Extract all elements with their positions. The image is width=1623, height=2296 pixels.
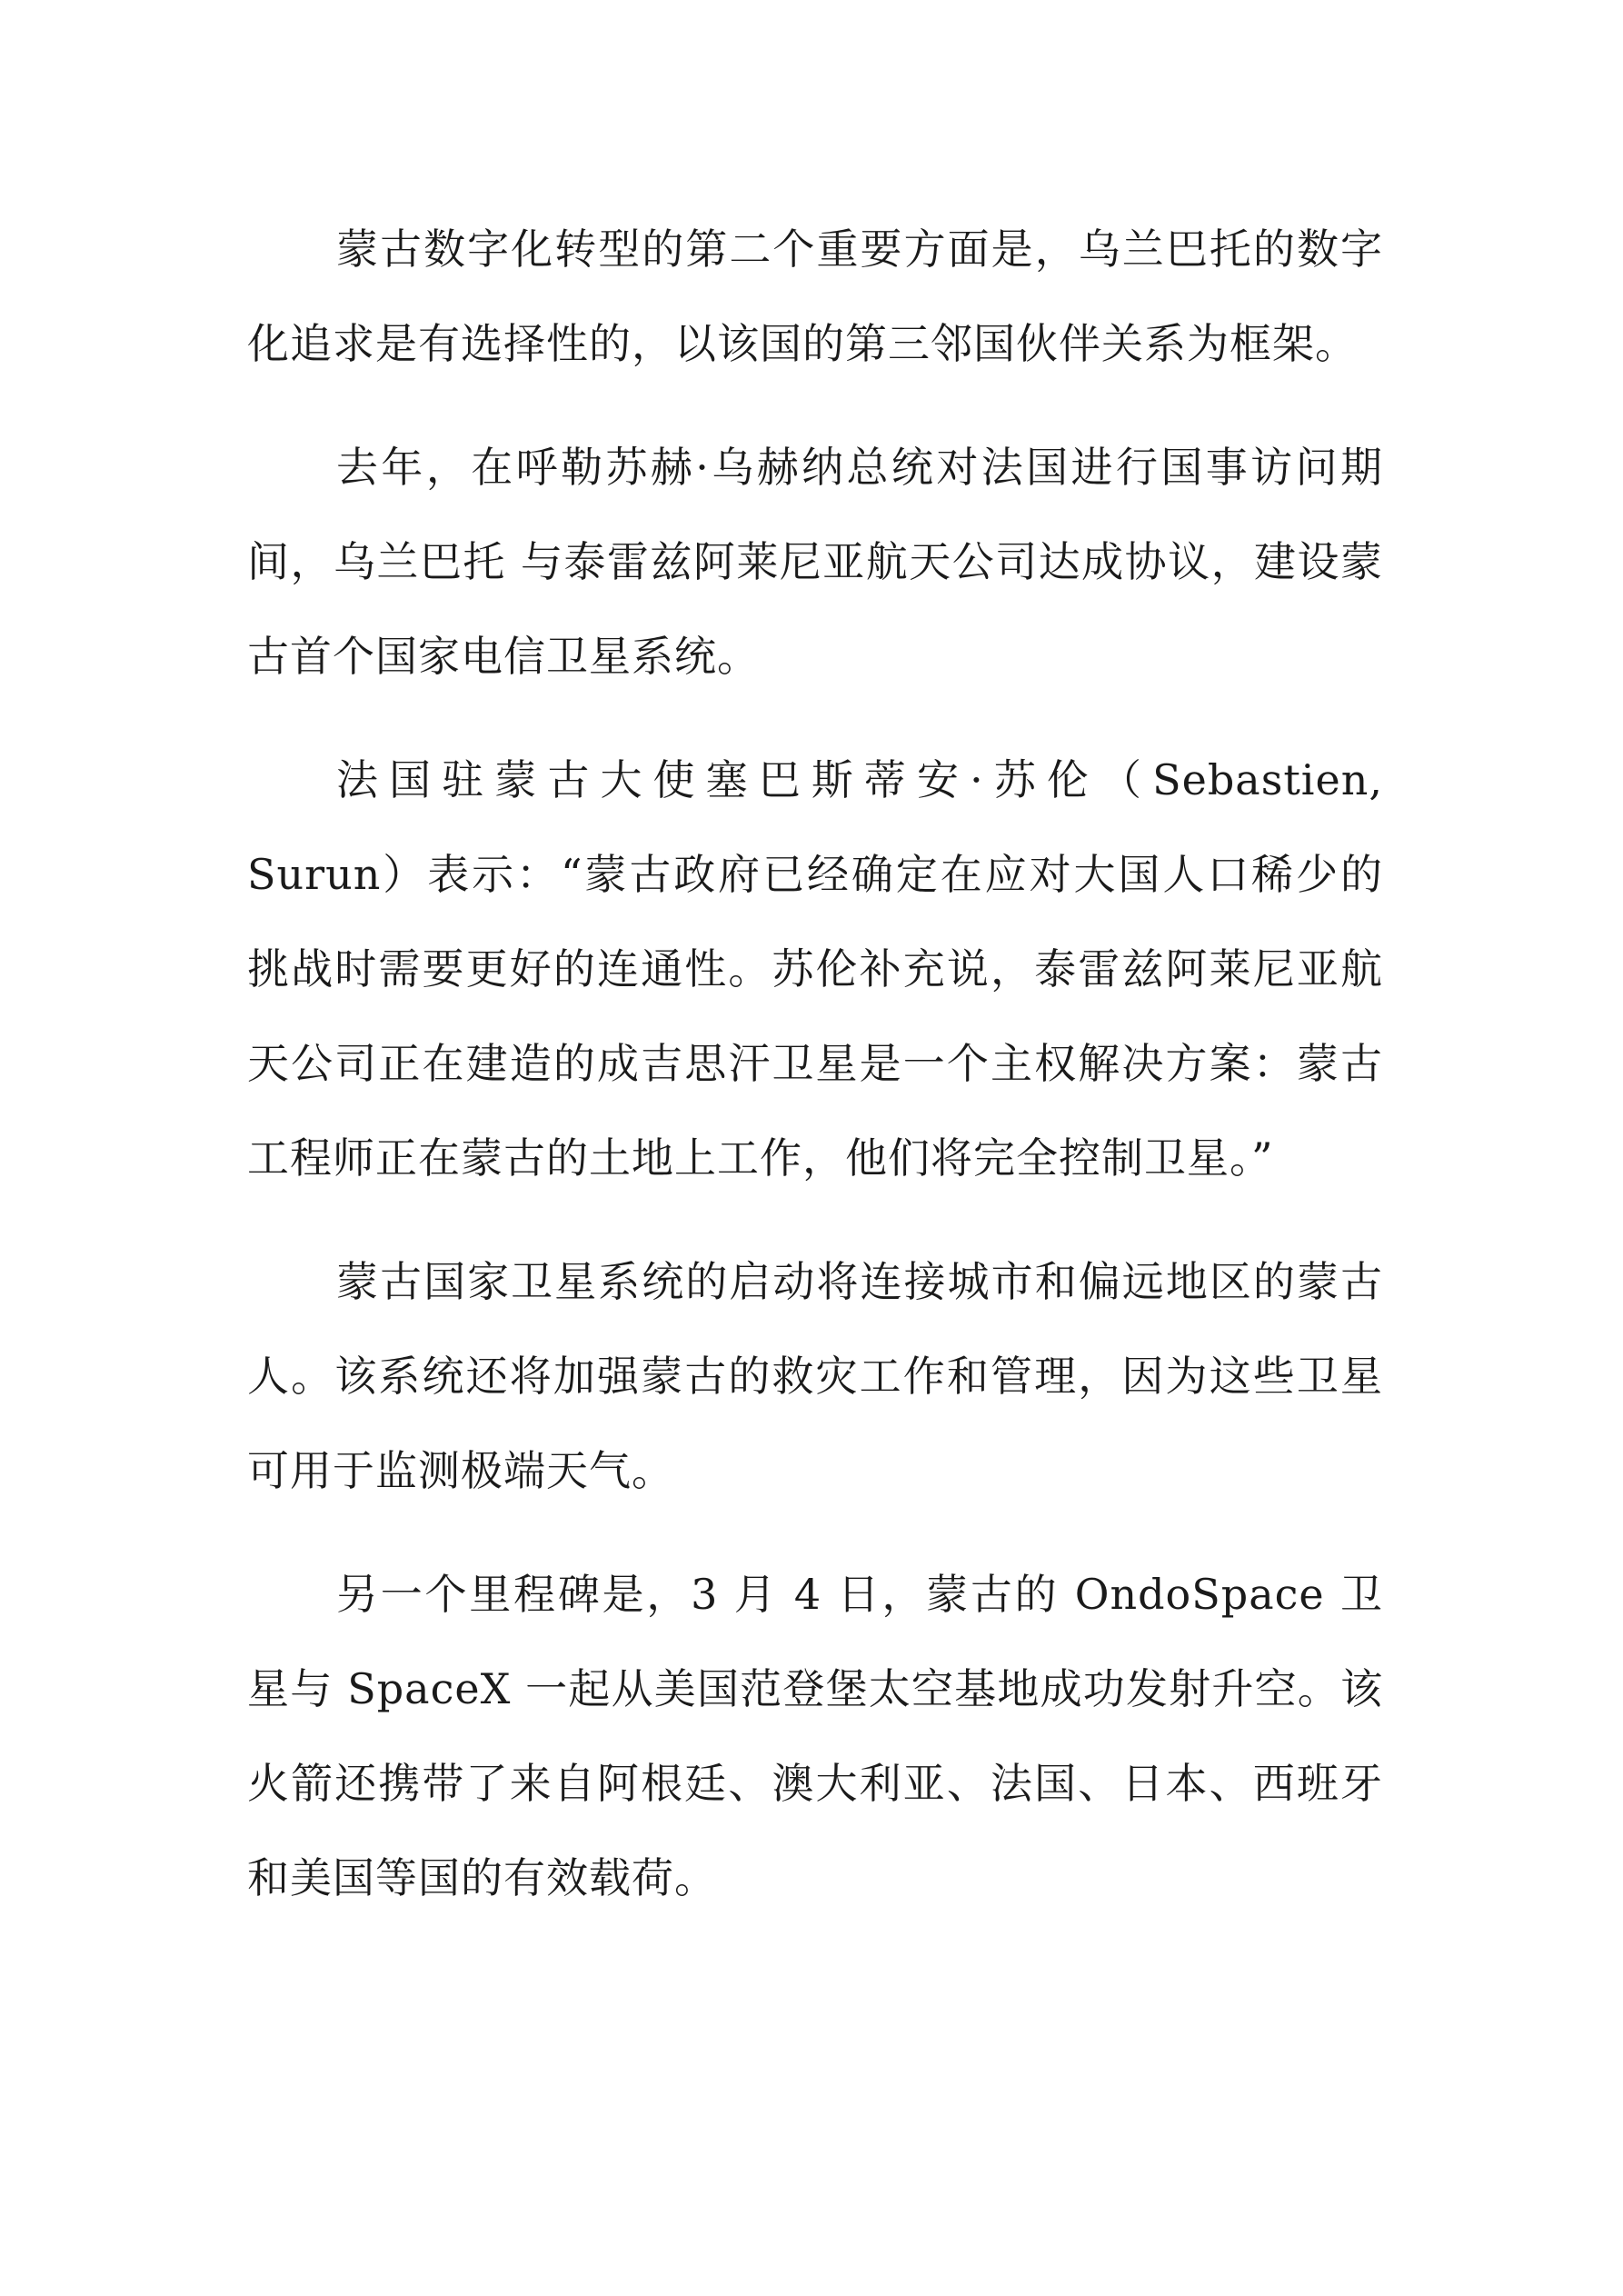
document-body <box>247 202 1383 1954</box>
paragraph-satellite-agreement: 去年，在呼勒苏赫·乌赫纳总统对法国进行国事访问期间，乌兰巴托 与泰雷兹阿莱尼亚航天公司达成协议，建设蒙古首个国家电信卫星系统。 <box>247 443 1383 681</box>
paragraph-digital-transformation: 蒙古数字化转型的第二个重要方面是，乌兰巴托的数字化追求是有选择性的，以该国的第三邻国伙伴关系为框架。 <box>247 225 1383 368</box>
paragraph-satellite-system-launch: 蒙古国家卫星系统的启动将连接城市和偏远地区的蒙古人。该系统还将加强蒙古的救灾工作和管理，因为这些卫星可用于监测极端天气。 <box>247 1257 1383 1495</box>
paragraph-ondospace-milestone: 另一个里程碑是，3 月 4 日，蒙古的 OndoSpace 卫星与 SpaceX 一起从美国范登堡太空基地成功发射升空。该火箭还携带了来自阿根廷、澳大利亚、法国、日本、西班牙和美国等国的有效载荷。 <box>247 1570 1383 1902</box>
paragraph-ambassador-quote: 法国驻蒙古大使塞巴斯蒂安·苏伦（Sebastien, Surun）表示：“蒙古政府已经确定在应对大国人口稀少的挑战时需要更好的连通性。苏伦补充说，泰雷兹阿莱尼亚航天公司正在建造的成吉思汗卫星是一个主权解决方案：蒙古工程师正在蒙古的土地上工作，他们将完全控制卫星。” <box>247 755 1383 1183</box>
